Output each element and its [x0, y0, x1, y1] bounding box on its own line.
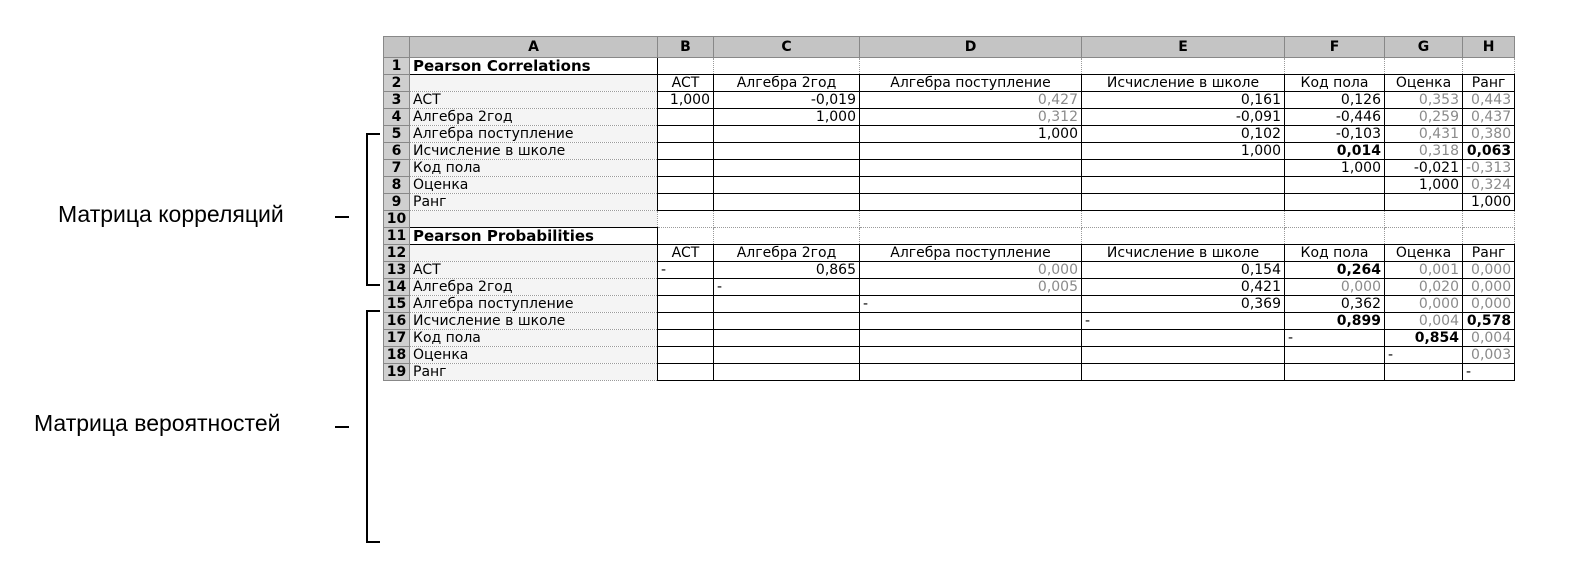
value-cell[interactable]: 0,102: [1082, 126, 1285, 143]
value-cell[interactable]: [860, 177, 1082, 194]
row-variable-name[interactable]: Ранг: [410, 194, 658, 211]
select-all-corner[interactable]: [384, 37, 410, 58]
value-cell[interactable]: [714, 313, 860, 330]
row-header-14[interactable]: 14: [384, 279, 410, 296]
value-cell[interactable]: -: [1082, 313, 1285, 330]
value-cell[interactable]: -0,446: [1285, 109, 1385, 126]
value-cell[interactable]: [1385, 194, 1463, 211]
section-title[interactable]: Pearson Probabilities: [410, 228, 658, 245]
column-variable-header[interactable]: Исчисление в школе: [1082, 75, 1285, 92]
value-cell[interactable]: [1285, 194, 1385, 211]
value-cell[interactable]: 0,312: [860, 109, 1082, 126]
value-cell[interactable]: -: [860, 296, 1082, 313]
value-cell[interactable]: 0,865: [714, 262, 860, 279]
column-variable-header[interactable]: Алгебра поступление: [860, 75, 1082, 92]
value-cell[interactable]: -0,091: [1082, 109, 1285, 126]
cell[interactable]: [1082, 58, 1285, 75]
value-cell[interactable]: -: [1285, 330, 1385, 347]
cell[interactable]: [410, 75, 658, 92]
value-cell[interactable]: [714, 347, 860, 364]
probability-matrix-label: Матрица вероятностей: [34, 410, 281, 436]
row-variable-name[interactable]: Исчисление в школе: [410, 143, 658, 160]
cell[interactable]: [658, 58, 714, 75]
value-cell[interactable]: [658, 330, 714, 347]
value-cell[interactable]: 0,000: [860, 262, 1082, 279]
row-variable-name[interactable]: Алгебра 2год: [410, 279, 658, 296]
cell[interactable]: [1385, 228, 1463, 245]
value-cell[interactable]: 0,362: [1285, 296, 1385, 313]
value-cell[interactable]: [860, 364, 1082, 381]
column-header-e[interactable]: E: [1082, 37, 1285, 58]
cell[interactable]: [714, 228, 860, 245]
value-cell[interactable]: [714, 364, 860, 381]
column-header-g[interactable]: G: [1385, 37, 1463, 58]
value-cell[interactable]: 0,264: [1285, 262, 1385, 279]
value-cell[interactable]: 0,854: [1385, 330, 1463, 347]
value-cell[interactable]: [714, 177, 860, 194]
row-header-13[interactable]: 13: [384, 262, 410, 279]
value-cell[interactable]: [860, 160, 1082, 177]
value-cell[interactable]: [714, 126, 860, 143]
value-cell[interactable]: 1,000: [1385, 177, 1463, 194]
value-cell[interactable]: 0,161: [1082, 92, 1285, 109]
column-header-f[interactable]: F: [1285, 37, 1385, 58]
column-variable-header[interactable]: ACT: [658, 245, 714, 262]
value-cell[interactable]: 0,003: [1463, 347, 1515, 364]
value-cell[interactable]: 0,001: [1385, 262, 1463, 279]
value-cell[interactable]: 0,014: [1285, 143, 1385, 160]
column-variable-header[interactable]: Ранг: [1463, 245, 1515, 262]
row-header-11[interactable]: 11: [384, 228, 410, 245]
value-cell[interactable]: [658, 177, 714, 194]
value-cell[interactable]: 0,126: [1285, 92, 1385, 109]
row-variable-name[interactable]: Алгебра поступление: [410, 296, 658, 313]
value-cell[interactable]: [658, 109, 714, 126]
value-cell[interactable]: 0,318: [1385, 143, 1463, 160]
value-cell[interactable]: -: [658, 262, 714, 279]
column-variable-header[interactable]: Оценка: [1385, 245, 1463, 262]
value-cell[interactable]: 0,578: [1463, 313, 1515, 330]
row-header-17[interactable]: 17: [384, 330, 410, 347]
value-cell[interactable]: -: [1463, 364, 1515, 381]
column-header-b[interactable]: B: [658, 37, 714, 58]
column-header-h[interactable]: H: [1463, 37, 1515, 58]
value-cell[interactable]: [1082, 347, 1285, 364]
value-cell[interactable]: [658, 160, 714, 177]
value-cell[interactable]: -0,313: [1463, 160, 1515, 177]
cell[interactable]: [860, 58, 1082, 75]
value-cell[interactable]: [658, 296, 714, 313]
value-cell[interactable]: 0,000: [1463, 279, 1515, 296]
row-variable-name[interactable]: Алгебра поступление: [410, 126, 658, 143]
value-cell[interactable]: [658, 347, 714, 364]
value-cell[interactable]: [658, 364, 714, 381]
column-variable-header[interactable]: Алгебра 2год: [714, 245, 860, 262]
value-cell[interactable]: 0,154: [1082, 262, 1285, 279]
row-header-7[interactable]: 7: [384, 160, 410, 177]
cell[interactable]: [860, 211, 1082, 228]
value-cell[interactable]: [658, 279, 714, 296]
row-header-12[interactable]: 12: [384, 245, 410, 262]
value-cell[interactable]: 1,000: [658, 92, 714, 109]
section-title[interactable]: Pearson Correlations: [410, 58, 658, 75]
row-variable-name[interactable]: Ранг: [410, 364, 658, 381]
cell[interactable]: [410, 245, 658, 262]
row-variable-name[interactable]: Оценка: [410, 177, 658, 194]
row-header-15[interactable]: 15: [384, 296, 410, 313]
cell[interactable]: [1285, 228, 1385, 245]
row-header-8[interactable]: 8: [384, 177, 410, 194]
probability-brace-tick: [335, 426, 349, 428]
value-cell[interactable]: [714, 296, 860, 313]
value-cell[interactable]: [658, 313, 714, 330]
cell[interactable]: [410, 211, 658, 228]
value-cell[interactable]: 1,000: [1463, 194, 1515, 211]
value-cell[interactable]: -0,103: [1285, 126, 1385, 143]
value-cell[interactable]: 0,004: [1463, 330, 1515, 347]
value-cell[interactable]: [714, 143, 860, 160]
value-cell[interactable]: [1285, 177, 1385, 194]
cell[interactable]: [1082, 211, 1285, 228]
row-header-5[interactable]: 5: [384, 126, 410, 143]
row-variable-name[interactable]: ACT: [410, 262, 658, 279]
value-cell[interactable]: 0,004: [1385, 313, 1463, 330]
row-header-1[interactable]: 1: [384, 58, 410, 75]
row-header-19[interactable]: 19: [384, 364, 410, 381]
cell[interactable]: [1463, 58, 1515, 75]
value-cell[interactable]: [714, 330, 860, 347]
value-cell[interactable]: [1082, 330, 1285, 347]
value-cell[interactable]: [1285, 347, 1385, 364]
cell[interactable]: [658, 211, 714, 228]
row-variable-name[interactable]: ACT: [410, 92, 658, 109]
value-cell[interactable]: [658, 194, 714, 211]
value-cell[interactable]: 1,000: [714, 109, 860, 126]
cell[interactable]: [714, 58, 860, 75]
column-header-d[interactable]: D: [860, 37, 1082, 58]
row-variable-name[interactable]: Оценка: [410, 347, 658, 364]
column-variable-header[interactable]: Код пола: [1285, 245, 1385, 262]
value-cell[interactable]: [1082, 177, 1285, 194]
value-cell[interactable]: 0,324: [1463, 177, 1515, 194]
column-variable-header[interactable]: ACT: [658, 75, 714, 92]
row-header-18[interactable]: 18: [384, 347, 410, 364]
cell[interactable]: [1385, 58, 1463, 75]
row-header-10[interactable]: 10: [384, 211, 410, 228]
cell[interactable]: [1463, 228, 1515, 245]
row-variable-name[interactable]: Код пола: [410, 330, 658, 347]
row-variable-name[interactable]: Исчисление в школе: [410, 313, 658, 330]
row-header-4[interactable]: 4: [384, 109, 410, 126]
value-cell[interactable]: [658, 143, 714, 160]
value-cell[interactable]: [860, 330, 1082, 347]
value-cell[interactable]: 0,259: [1385, 109, 1463, 126]
value-cell[interactable]: 0,899: [1285, 313, 1385, 330]
correlation-brace: [366, 133, 380, 286]
value-cell[interactable]: 0,421: [1082, 279, 1285, 296]
value-cell[interactable]: 0,380: [1463, 126, 1515, 143]
value-cell[interactable]: 0,369: [1082, 296, 1285, 313]
column-variable-header[interactable]: Оценка: [1385, 75, 1463, 92]
value-cell[interactable]: -0,019: [714, 92, 860, 109]
column-variable-header[interactable]: Исчисление в школе: [1082, 245, 1285, 262]
value-cell[interactable]: 0,000: [1463, 296, 1515, 313]
column-header-a[interactable]: A: [410, 37, 658, 58]
row-header-2[interactable]: 2: [384, 75, 410, 92]
correlation-matrix-label: Матрица корреляций: [58, 201, 284, 227]
value-cell[interactable]: 0,353: [1385, 92, 1463, 109]
value-cell[interactable]: -: [714, 279, 860, 296]
row-variable-name[interactable]: Код пола: [410, 160, 658, 177]
cell[interactable]: [1463, 211, 1515, 228]
column-variable-header[interactable]: Код пола: [1285, 75, 1385, 92]
column-variable-header[interactable]: Ранг: [1463, 75, 1515, 92]
value-cell[interactable]: [658, 126, 714, 143]
value-cell[interactable]: 0,000: [1463, 262, 1515, 279]
value-cell[interactable]: [1285, 364, 1385, 381]
column-variable-header[interactable]: Алгебра 2год: [714, 75, 860, 92]
row-header-9[interactable]: 9: [384, 194, 410, 211]
value-cell[interactable]: 0,005: [860, 279, 1082, 296]
spreadsheet-grid[interactable]: [383, 36, 1515, 381]
value-cell[interactable]: [860, 194, 1082, 211]
column-header-c[interactable]: C: [714, 37, 860, 58]
row-header-6[interactable]: 6: [384, 143, 410, 160]
value-cell[interactable]: 1,000: [1285, 160, 1385, 177]
value-cell[interactable]: [860, 313, 1082, 330]
value-cell[interactable]: -0,021: [1385, 160, 1463, 177]
value-cell[interactable]: 0,063: [1463, 143, 1515, 160]
cell[interactable]: [658, 228, 714, 245]
value-cell[interactable]: 0,427: [860, 92, 1082, 109]
cell[interactable]: [1385, 211, 1463, 228]
row-variable-name[interactable]: Алгебра 2год: [410, 109, 658, 126]
cell[interactable]: [1082, 228, 1285, 245]
value-cell[interactable]: 0,000: [1385, 296, 1463, 313]
probability-brace: [366, 310, 380, 543]
cell[interactable]: [1285, 211, 1385, 228]
value-cell[interactable]: [714, 194, 860, 211]
cell[interactable]: [860, 228, 1082, 245]
value-cell[interactable]: 0,020: [1385, 279, 1463, 296]
value-cell[interactable]: [714, 160, 860, 177]
value-cell[interactable]: [1082, 364, 1285, 381]
value-cell[interactable]: [1385, 364, 1463, 381]
cell[interactable]: [714, 211, 860, 228]
row-header-16[interactable]: 16: [384, 313, 410, 330]
cell[interactable]: [1285, 58, 1385, 75]
value-cell[interactable]: [860, 143, 1082, 160]
value-cell[interactable]: [1082, 194, 1285, 211]
value-cell[interactable]: 1,000: [1082, 143, 1285, 160]
value-cell[interactable]: 0,443: [1463, 92, 1515, 109]
column-variable-header[interactable]: Алгебра поступление: [860, 245, 1082, 262]
value-cell[interactable]: 1,000: [860, 126, 1082, 143]
value-cell[interactable]: 0,437: [1463, 109, 1515, 126]
correlation-brace-tick: [335, 216, 349, 218]
value-cell[interactable]: -: [1385, 347, 1463, 364]
value-cell[interactable]: [860, 347, 1082, 364]
value-cell[interactable]: [1082, 160, 1285, 177]
row-header-3[interactable]: 3: [384, 92, 410, 109]
value-cell[interactable]: 0,000: [1285, 279, 1385, 296]
value-cell[interactable]: 0,431: [1385, 126, 1463, 143]
